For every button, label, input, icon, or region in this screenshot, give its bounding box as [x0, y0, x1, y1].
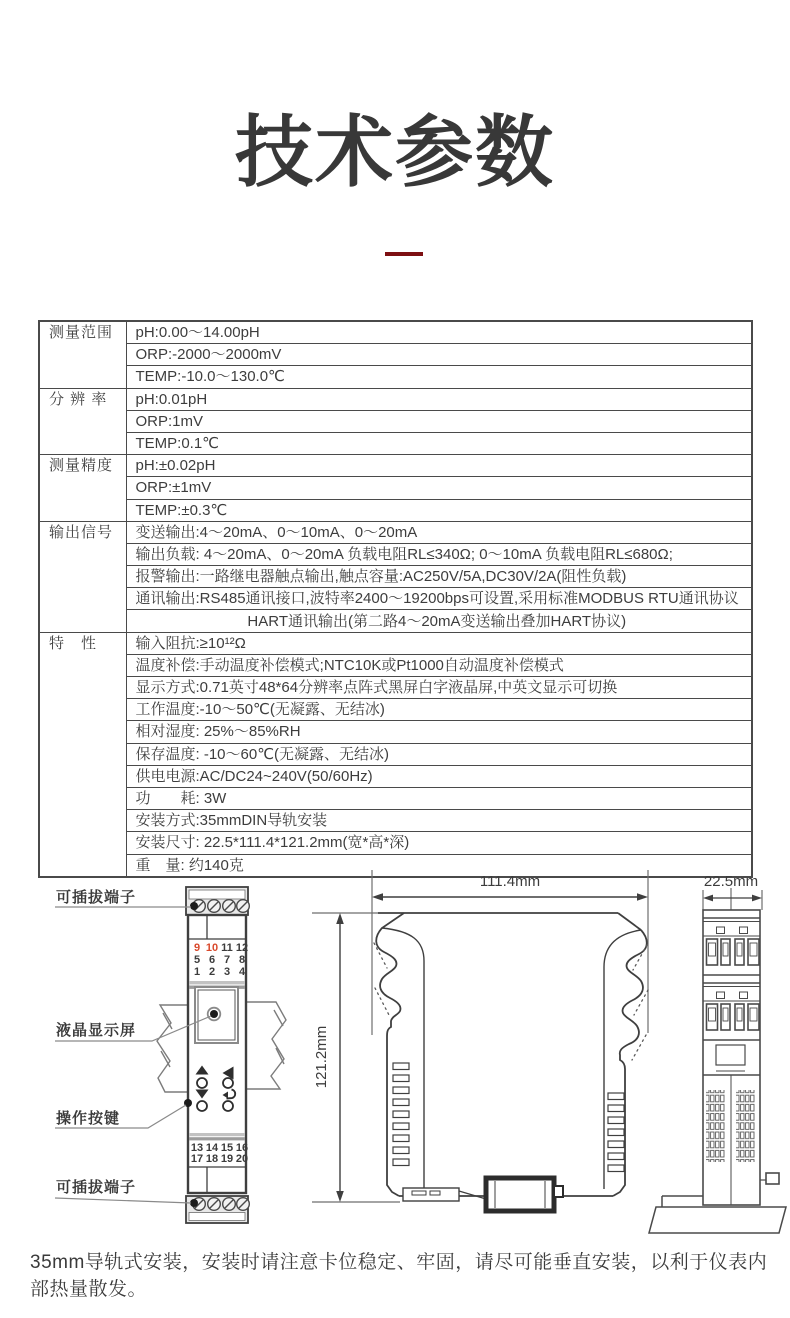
spec-value: HART通讯输出(第二路4～20mA变送输出叠加HART协议) [126, 610, 752, 632]
spec-value: 相对湿度: 25%～85%RH [126, 721, 752, 743]
side-body-outline [376, 913, 647, 1196]
spec-group-label: 测量范围 [39, 321, 126, 388]
svg-text:22.5mm: 22.5mm [703, 873, 759, 890]
spec-row [39, 677, 752, 699]
leader-dot-screen [210, 1010, 218, 1018]
spec-value: 安装尺寸: 22.5*111.4*121.2mm(宽*高*深) [126, 832, 752, 854]
din-rail-left [157, 1005, 188, 1092]
din-rail-right [246, 1002, 286, 1089]
spec-value: 安装方式:35mmDIN导轨安装 [126, 810, 752, 832]
svg-text:20: 20 [235, 1153, 249, 1165]
spec-row [39, 610, 752, 632]
top-terminal-block [186, 887, 249, 915]
svg-text:111.4mm: 111.4mm [479, 873, 541, 890]
spec-value: 输入阻抗:≥10¹²Ω [126, 632, 752, 654]
spec-value: ORP:±1mV [126, 477, 752, 499]
svg-text:2: 2 [208, 966, 216, 978]
spec-value: 重 量: 约140克 [126, 854, 752, 877]
spec-row [39, 366, 752, 388]
svg-text:17: 17 [190, 1153, 204, 1165]
svg-text:14: 14 [205, 1142, 219, 1154]
svg-text:13: 13 [190, 1142, 204, 1154]
bottom-terminal-block [186, 1196, 249, 1223]
svg-text:18: 18 [205, 1153, 219, 1165]
spec-row [39, 321, 752, 344]
spec-value: TEMP:0.1℃ [126, 432, 752, 454]
svg-text:121.2mm: 121.2mm [313, 1025, 330, 1089]
spec-row [39, 344, 752, 366]
spec-value: pH:0.01pH [126, 388, 752, 410]
svg-text:7: 7 [223, 954, 231, 966]
spec-row [39, 543, 752, 565]
svg-text:16: 16 [235, 1142, 249, 1154]
svg-text:6: 6 [208, 954, 216, 966]
spec-row [39, 566, 752, 588]
spec-value: pH:0.00～14.00pH [126, 321, 752, 344]
front-view-drawing [55, 887, 286, 1223]
spec-value: 报警输出:一路继电器触点输出,触点容量:AC250V/5A,DC30V/2A(阻性负载) [126, 566, 752, 588]
vent-slots-right [608, 1093, 624, 1172]
label-bottom-terminal: 可插拔端子 [56, 1179, 137, 1196]
installation-drawings [0, 855, 790, 1255]
side-view-drawing [312, 870, 648, 1211]
spec-row [39, 432, 752, 454]
din-clip-assembly [403, 1178, 563, 1211]
spec-value: 供电电源:AC/DC24~240V(50/60Hz) [126, 765, 752, 787]
spec-value: 功 耗: 3W [126, 787, 752, 809]
svg-text:5: 5 [193, 954, 201, 966]
spec-value: 工作温度:-10～50℃(无凝露、无结冰) [126, 699, 752, 721]
button-up [197, 1078, 207, 1088]
spec-row [39, 721, 752, 743]
spec-row [39, 499, 752, 521]
svg-text:8: 8 [238, 954, 246, 966]
spec-row [39, 588, 752, 610]
svg-text:4: 4 [238, 966, 246, 978]
label-top-terminal: 可插拔端子 [56, 889, 137, 906]
installation-note: 35mm导轨式安装，安装时请注意卡位稳定、牢固，请尽可能垂直安装，以利于仪表内部热量散发。 [30, 1252, 768, 1300]
spec-value: ORP:1mV [126, 410, 752, 432]
label-buttons: 操作按键 [56, 1110, 121, 1127]
spec-value: 通讯输出:RS485通讯接口,波特率2400～19200bps可设置,采用标准MODBUS RTU通讯协议 [126, 588, 752, 610]
spec-row [39, 410, 752, 432]
spec-group-label: 分 辨 率 [39, 388, 126, 455]
spec-row [39, 521, 752, 543]
spec-value: 保存温度: -10～60℃(无凝露、无结冰) [126, 743, 752, 765]
spec-row [39, 832, 752, 854]
spec-row [39, 787, 752, 809]
title-accent-underline [385, 252, 423, 256]
spec-value: TEMP:±0.3℃ [126, 499, 752, 521]
spec-value: 变送输出:4～20mA、0～10mA、0～20mA [126, 521, 752, 543]
svg-text:9: 9 [193, 942, 201, 954]
terminal-dotted-lines [374, 943, 648, 1060]
spec-value: TEMP:-10.0～130.0℃ [126, 366, 752, 388]
svg-text:12: 12 [235, 942, 249, 954]
end-module-body [703, 910, 760, 1205]
leader-dot-bottom [190, 1199, 198, 1207]
spec-group-label: 输出信号 [39, 521, 126, 632]
spec-row [39, 765, 752, 787]
spec-value: 显示方式:0.71英寸48*64分辨率点阵式黑屏白字液晶屏,中英文显示可切换 [126, 677, 752, 699]
spec-row [39, 743, 752, 765]
leader-dot-top [190, 902, 198, 910]
svg-text:1: 1 [193, 966, 201, 978]
spec-row [39, 455, 752, 477]
spec-group-label: 特 性 [39, 632, 126, 877]
spec-group-label: 测量精度 [39, 455, 126, 522]
spec-value: ORP:-2000～2000mV [126, 344, 752, 366]
spec-value: pH:±0.02pH [126, 455, 752, 477]
svg-text:19: 19 [220, 1153, 234, 1165]
spec-row [39, 632, 752, 654]
spec-row [39, 810, 752, 832]
svg-text:10: 10 [205, 942, 219, 954]
label-screen: 液晶显示屏 [56, 1022, 137, 1039]
spec-row [39, 699, 752, 721]
button-down [197, 1101, 207, 1111]
svg-text:15: 15 [220, 1142, 234, 1154]
spec-table-body [39, 321, 752, 877]
button-left [223, 1078, 233, 1088]
spec-row [39, 388, 752, 410]
page-title: 技术参数 [234, 108, 555, 196]
spec-value: 温度补偿:手动温度补偿模式;NTC10K或Pt1000自动温度补偿模式 [126, 654, 752, 676]
end-view-drawing [649, 873, 786, 1233]
leader-line-bottom [55, 1198, 191, 1203]
spec-row [39, 477, 752, 499]
button-enter [223, 1101, 233, 1111]
svg-text:11: 11 [221, 942, 233, 954]
spec-table [38, 320, 753, 878]
spec-value: 输出负载: 4～20mA、0～20mA 负载电阻RL≤340Ω; 0～10mA 负载电阻RL≤680Ω; [126, 543, 752, 565]
vent-slots-left [393, 1063, 409, 1166]
svg-text:3: 3 [223, 966, 231, 978]
lcd-screen [195, 987, 238, 1043]
spec-row [39, 654, 752, 676]
